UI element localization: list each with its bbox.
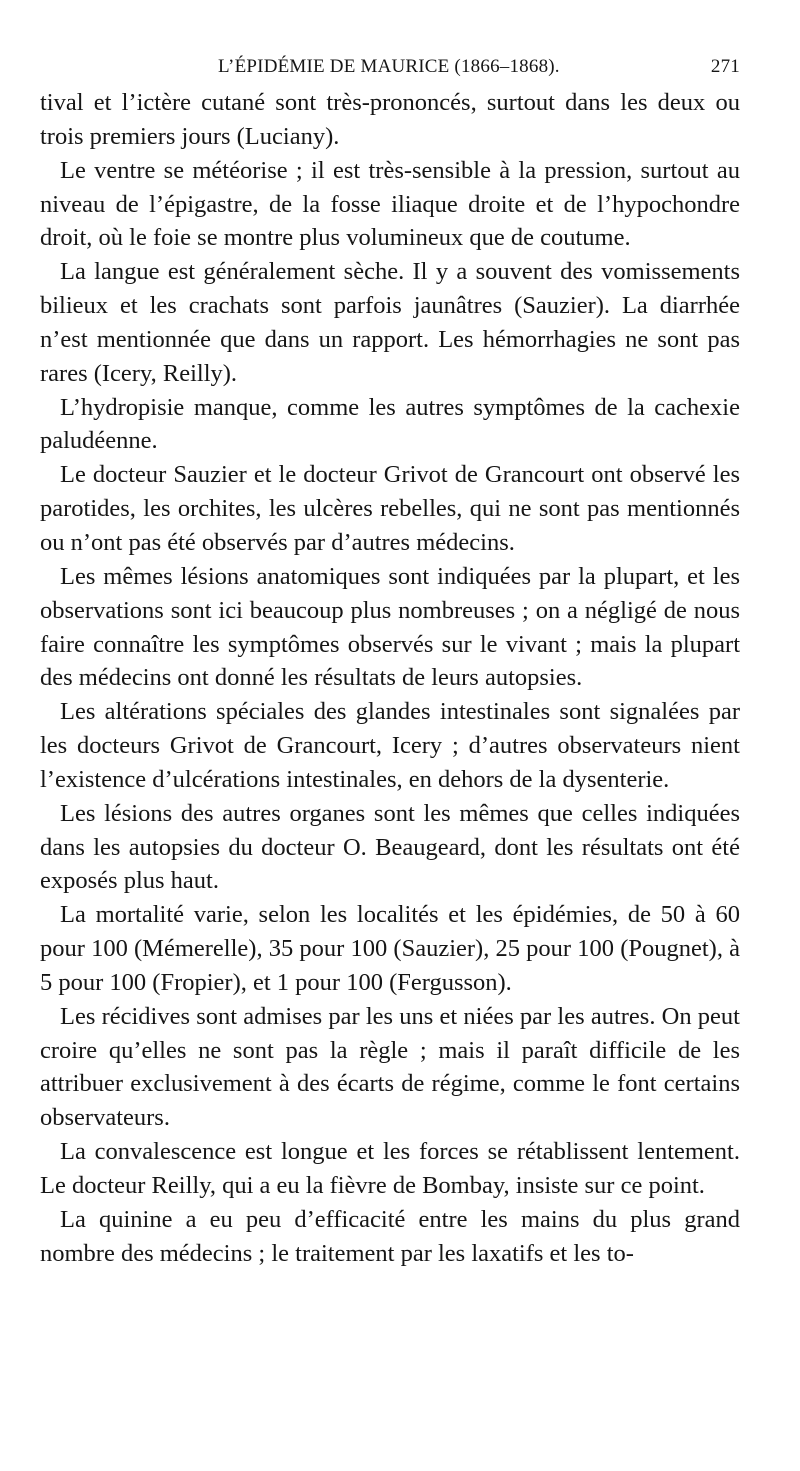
paragraph-5: Le docteur Sauzier et le docteur Grivot de Grancourt ont observé les parotides, les orchites, les ulcères rebelles, qui ne sont pas mentionnés ou n’ont pas été observés par d’autres médecins. — [40, 461, 740, 556]
paragraph-9: La mortalité varie, selon les localités et les épidémies, de 50 à 60 pour 100 (Mémerelle), 35 pour 100 (Sauzier), 25 pour 100 (Pougnet), à 5 pour 100 (Fropier), et 1 pour 100 (Fergusson). — [40, 901, 740, 996]
paragraph-2: Le ventre se météorise ; il est très-sensible à la pression, surtout au niveau de l’épigastre, de la fosse iliaque droite et de l’hypochondre droit, où le foie se montre plus volumineux que de coutume. — [40, 156, 740, 252]
paragraph-8: Les lésions des autres organes sont les mêmes que celles indiquées dans les autopsies du docteur O. Beaugeard, dont les résultats ont été exposés plus haut. — [40, 799, 740, 895]
paragraph-6: Les mêmes lésions anatomiques sont indiquées par la plupart, et les observations sont ici beaucoup plus nombreuses ; on a négligé de nous faire connaître les symptômes observés sur le vivant ; mais la plupart des médecins ont donné les résultats de leurs autopsies. — [40, 562, 740, 692]
paragraph-4: L’hydropisie manque, comme les autres symptômes de la cachexie paludéenne. — [40, 393, 740, 455]
paragraph-7: Les altérations spéciales des glandes intestinales sont signalées par les docteurs Grivot de Grancourt, Icery ; d’autres observateurs nient l’existence d’ulcérations intestinales, en dehors de la dysenterie. — [40, 698, 740, 793]
page-number: 271 — [710, 56, 740, 77]
paragraph-10: Les récidives sont admises par les uns et niées par les autres. On peut croire qu’elles ne sont pas la règle ; mais il paraît difficile de les attribuer exclusivement à des écarts de régime, comme le font certains observateurs. — [40, 1002, 740, 1132]
paragraph-12: La quinine a eu peu d’efficacité entre les mains du plus grand nombre des médecins ; le traitement par les laxatifs et les to- — [40, 1205, 740, 1267]
running-title: L’ÉPIDÉMIE DE MAURICE (1866–1868). — [218, 56, 560, 77]
running-head — [40, 56, 740, 86]
paragraph-3: La langue est généralement sèche. Il y a souvent des vomissements bilieux et les crachats sont parfois jaunâtres (Sauzier). La diarrhée n’est mentionnée que dans un rapport. Les hémorrhagies ne sont pas rares (Icery, Reilly). — [40, 258, 740, 387]
paragraph-1: tival et l’ictère cutané sont très-prononcés, surtout dans les deux ou trois premiers jours (Luciany). — [40, 89, 740, 150]
paragraph-11: La convalescence est longue et les forces se rétablissent lentement. Le docteur Reilly, qui a eu la fièvre de Bombay, insiste sur ce point. — [40, 1138, 740, 1199]
body-text — [40, 86, 740, 1271]
